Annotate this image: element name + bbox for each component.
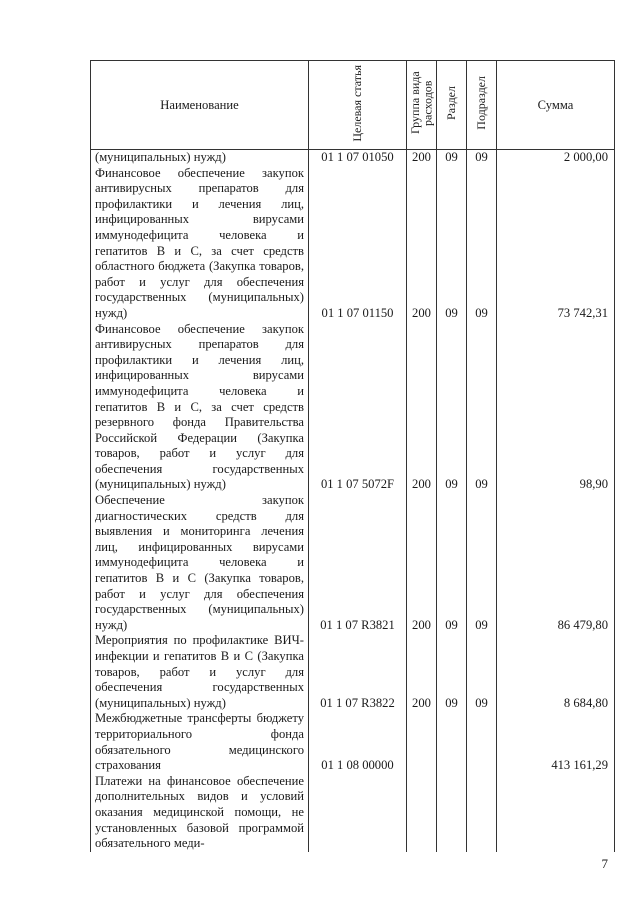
row-target: 01 1 07 5072F <box>309 322 407 494</box>
row-subsection: 09 <box>467 493 497 633</box>
row-group: 200 <box>407 166 437 322</box>
table-row <box>91 711 615 773</box>
row-section: 09 <box>437 322 467 494</box>
row-subsection <box>467 774 497 852</box>
row-section <box>437 774 467 852</box>
row-target: 01 1 07 01150 <box>309 166 407 322</box>
table-row <box>91 150 615 166</box>
row-sum: 413 161,29 <box>497 711 615 773</box>
row-group: 200 <box>407 322 437 494</box>
table-row <box>91 774 615 852</box>
header-group <box>407 61 437 150</box>
row-name: Финансовое обеспечение закупок антивирусных препаратов для профилактики и лечения лиц, инфицированных вирусами иммунодефицита человека и гепатитов В и С, за счет средств областного бюджета (Закупка товаров, работ и услуг для обеспечения государственных (муниципальных) нужд) <box>91 166 309 322</box>
row-target <box>309 774 407 852</box>
row-name: Финансовое обеспечение закупок антивирусных препаратов для профилактики и лечения лиц, инфицированных вирусами иммунодефицита человека и гепатитов В и С, за счет средств резервного фонда Правительства Российской Федерации (Закупка товаров, работ и услуг для обеспечения государственных (муниципальных) нужд) <box>91 322 309 494</box>
row-subsection: 09 <box>467 322 497 494</box>
row-sum: 98,90 <box>497 322 615 494</box>
row-target: 01 1 07 01050 <box>309 150 407 166</box>
budget-table <box>90 60 615 852</box>
row-sum: 86 479,80 <box>497 493 615 633</box>
header-name: Наименование <box>91 61 309 150</box>
page-number: 7 <box>601 856 608 871</box>
row-subsection: 09 <box>467 150 497 166</box>
row-name: Мероприятия по профилактике ВИЧ-инфекции и гепатитов В и С (Закупка товаров, работ и услуг для обеспечения государственных (муниципальных) нужд) <box>91 633 309 711</box>
row-subsection <box>467 711 497 773</box>
row-group <box>407 711 437 773</box>
row-sum: 2 000,00 <box>497 150 615 166</box>
row-name: Обеспечение закупок диагностических средств для выявления и мониторинга лечения лиц, инфицированных вирусами иммунодефицита человека и гепатитов В и С (Закупка товаров, работ и услуг для обеспечения государственных (муниципальных) нужд) <box>91 493 309 633</box>
row-subsection: 09 <box>467 633 497 711</box>
row-group <box>407 774 437 852</box>
row-name: Платежи на финансовое обеспечение дополнительных видов и условий оказания медицинской помощи, не установленных базовой программой обязательного меди- <box>91 774 309 852</box>
row-sum: 73 742,31 <box>497 166 615 322</box>
row-target: 01 1 07 R3821 <box>309 493 407 633</box>
row-name: (муниципальных) нужд) <box>91 150 309 166</box>
row-target: 01 1 08 00000 <box>309 711 407 773</box>
header-target <box>309 61 407 150</box>
header-section-label: Раздел <box>444 86 459 120</box>
row-group: 200 <box>407 493 437 633</box>
row-section <box>437 711 467 773</box>
row-section: 09 <box>437 633 467 711</box>
row-section: 09 <box>437 493 467 633</box>
row-group: 200 <box>407 633 437 711</box>
row-group: 200 <box>407 150 437 166</box>
header-group-label: Группа вида расходов <box>407 71 435 135</box>
table-header-row <box>91 61 615 150</box>
table-row <box>91 322 615 494</box>
table-row <box>91 633 615 711</box>
table-row <box>91 166 615 322</box>
header-subsection-label: Подраздел <box>474 76 489 130</box>
row-sum <box>497 774 615 852</box>
header-subsection <box>467 61 497 150</box>
row-target: 01 1 07 R3822 <box>309 633 407 711</box>
row-name: Межбюджетные трансферты бюджету территориального фонда обязательного медицинского страхования <box>91 711 309 773</box>
header-sum: Сумма <box>497 61 615 150</box>
row-section: 09 <box>437 150 467 166</box>
row-section: 09 <box>437 166 467 322</box>
table-row <box>91 493 615 633</box>
row-subsection: 09 <box>467 166 497 322</box>
header-section <box>437 61 467 150</box>
row-sum: 8 684,80 <box>497 633 615 711</box>
header-target-label: Целевая статья <box>350 64 365 142</box>
